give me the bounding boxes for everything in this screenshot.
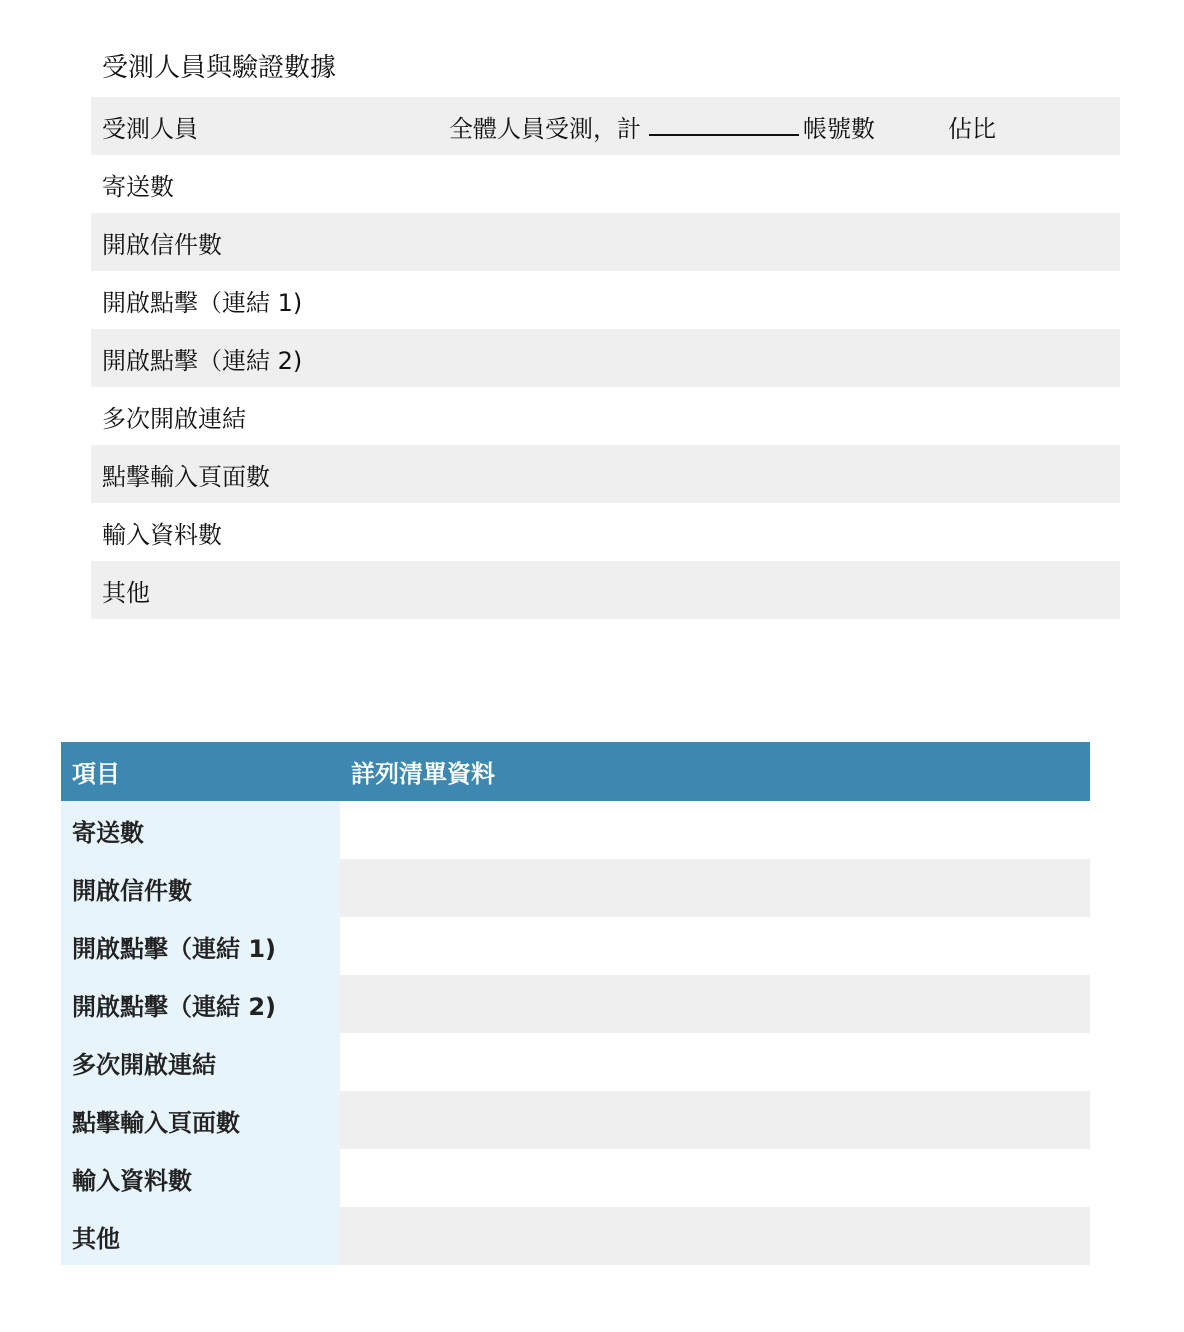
table-header bbox=[61, 742, 1090, 801]
table-row bbox=[61, 975, 1090, 1033]
table-row bbox=[91, 155, 1120, 213]
table-row bbox=[91, 213, 1120, 271]
participants-suffix: 帳號數 bbox=[803, 114, 875, 143]
table-row bbox=[61, 859, 1090, 917]
detail-cell[interactable] bbox=[340, 1033, 1090, 1091]
detail-list-table bbox=[61, 742, 1090, 1265]
table-row bbox=[91, 445, 1120, 503]
row-label: 開啟信件數 bbox=[102, 230, 222, 259]
test-data-table bbox=[91, 97, 1120, 619]
detail-cell[interactable] bbox=[340, 1207, 1090, 1265]
table-row bbox=[61, 801, 1090, 859]
table-row bbox=[91, 503, 1120, 561]
row-label: 開啟點擊（連結 1) bbox=[102, 288, 303, 317]
row-label: 開啟點擊（連結 1) bbox=[61, 917, 340, 975]
table-row bbox=[61, 1091, 1090, 1149]
table-row bbox=[61, 917, 1090, 975]
detail-cell[interactable] bbox=[340, 859, 1090, 917]
row-label: 其他 bbox=[61, 1207, 340, 1265]
detail-cell[interactable] bbox=[340, 801, 1090, 859]
table-row bbox=[91, 387, 1120, 445]
row-label: 點擊輸入頁面數 bbox=[61, 1091, 340, 1149]
table-row bbox=[61, 1149, 1090, 1207]
header-detail: 詳列清單資料 bbox=[351, 760, 495, 788]
table-row bbox=[91, 271, 1120, 329]
row-label: 點擊輸入頁面數 bbox=[102, 462, 270, 491]
table-row bbox=[61, 1033, 1090, 1091]
row-label: 輸入資料數 bbox=[102, 520, 222, 549]
section-title: 受測人員與驗證數據 bbox=[102, 53, 337, 83]
table-row-participants bbox=[91, 97, 1120, 155]
table-row bbox=[61, 1207, 1090, 1265]
table-row bbox=[91, 329, 1120, 387]
detail-cell[interactable] bbox=[340, 1091, 1090, 1149]
detail-cell[interactable] bbox=[340, 975, 1090, 1033]
row-label: 開啟點擊（連結 2) bbox=[102, 346, 303, 375]
row-label: 其他 bbox=[102, 578, 150, 607]
header-item: 項目 bbox=[72, 760, 120, 788]
row-label: 寄送數 bbox=[61, 801, 340, 859]
table-row bbox=[91, 561, 1120, 619]
row-label: 多次開啟連結 bbox=[61, 1033, 340, 1091]
row-label: 輸入資料數 bbox=[61, 1149, 340, 1207]
row-label: 多次開啟連結 bbox=[102, 404, 246, 433]
row-label: 開啟信件數 bbox=[61, 859, 340, 917]
row-label: 寄送數 bbox=[102, 172, 174, 201]
ratio-label: 佔比 bbox=[948, 114, 996, 143]
detail-cell[interactable] bbox=[340, 917, 1090, 975]
row-label: 開啟點擊（連結 2) bbox=[61, 975, 340, 1033]
participants-prefix: 全體人員受測，計 bbox=[449, 114, 641, 143]
detail-cell[interactable] bbox=[340, 1149, 1090, 1207]
participants-count-cell bbox=[449, 97, 875, 155]
fill-in-blank-field[interactable] bbox=[649, 104, 799, 136]
row-label: 受測人員 bbox=[102, 114, 198, 143]
